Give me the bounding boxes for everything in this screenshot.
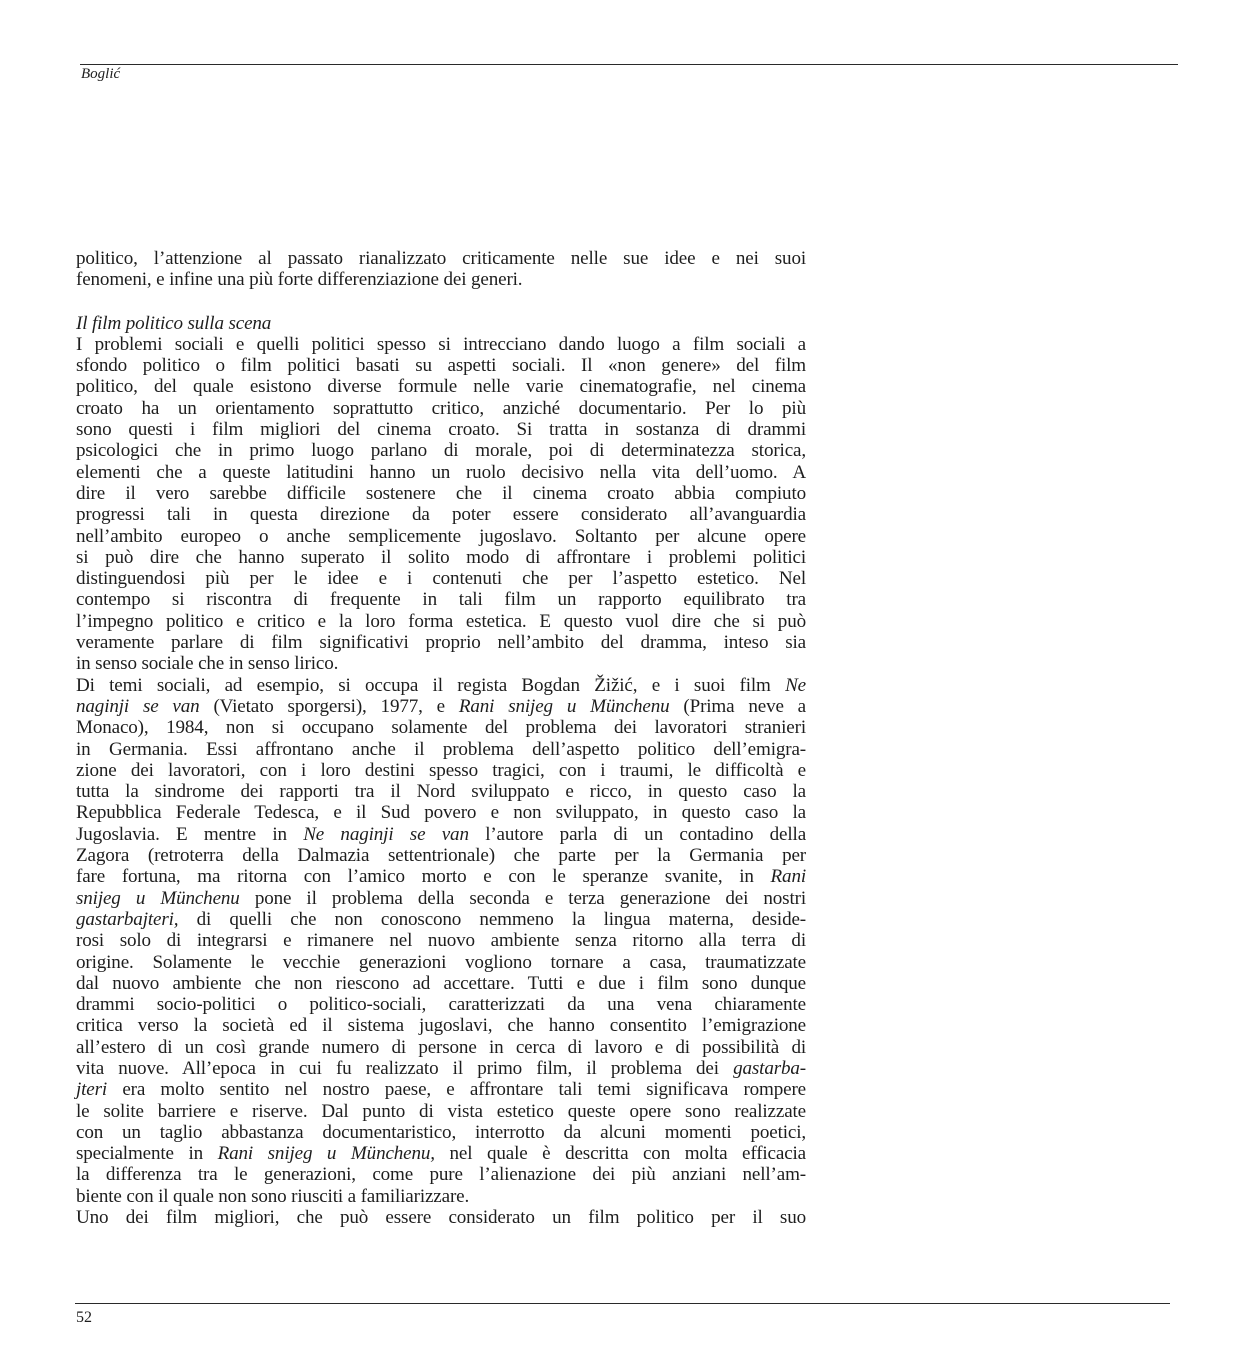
film-title: snijeg u Münchenu	[76, 887, 240, 909]
film-title: Ne naginji se van	[303, 823, 469, 845]
header-rule	[80, 64, 1178, 65]
text-line: politico, del quale esistono diverse formule nelle varie cinematografie, nel cinema	[76, 376, 806, 398]
running-head: Boglić	[81, 66, 121, 82]
term: gastarba-	[733, 1057, 807, 1079]
text-line: in Germania. Essi affrontano anche il problema dell’aspetto politico dell’emigra-	[76, 738, 806, 760]
text-line: fenomeni, e infine una più forte differenziazione dei generi.	[76, 269, 523, 291]
text-line	[76, 1058, 806, 1079]
text-line: la differenza tra le generazioni, come pure l’alienazione dei più anziani nell’am-	[76, 1164, 806, 1186]
text-line: critica verso la società ed il sistema jugoslavi, che hanno consentito l’emigrazione	[76, 1015, 806, 1037]
text-run: (Prima neve a	[683, 695, 806, 717]
text-line	[76, 675, 806, 696]
film-title: Ne	[785, 674, 806, 696]
text-line: elementi che a queste latitudini hanno un ruolo decisivo nella vita dell’uomo. A	[76, 461, 806, 483]
text-run: (Vietato sporgersi), 1977, e	[213, 695, 445, 717]
text-line: sono questi i film migliori del cinema croato. Si tratta in sostanza di drammi	[76, 419, 806, 441]
text-run: fare fortuna, ma ritorna con l’amico morto e con le speranze svanite, in	[76, 866, 754, 888]
text-line: Repubblica Federale Tedesca, e il Sud povero e non sviluppato, in questo caso la	[76, 802, 806, 824]
text-line: politico, l’attenzione al passato rianalizzato criticamente nelle sue idee e nei suoi	[76, 248, 806, 269]
film-title: naginji se van	[76, 695, 200, 717]
section-heading: Il film politico sulla scena	[76, 312, 272, 334]
text-line	[76, 696, 806, 717]
text-run: pone il problema della seconda e terza generazione dei nostri	[254, 887, 806, 909]
text-run: di quelli che non conoscono nemmeno la lingua materna, deside-	[196, 908, 807, 930]
text-line: le solite barriere e riserve. Dal punto di vista estetico queste opere sono realizzate	[76, 1100, 806, 1122]
text-line: psicologici che in primo luogo parlano di morale, poi di determinatezza storica,	[76, 440, 806, 462]
film-title: Rani snijeg u Münchenu,	[217, 1143, 435, 1165]
text-run: Di temi sociali, ad esempio, si occupa il regista Bogdan Žižić, e i suoi film	[76, 674, 771, 696]
text-line: zione dei lavoratori, con i loro destini spesso tragici, con i traumi, le difficoltà e	[76, 759, 806, 781]
text-line: biente con il quale non sono riusciti a familiarizzare.	[76, 1185, 470, 1207]
text-line: Zagora (retroterra della Dalmazia settentrionale) che parte per la Germania per	[76, 845, 806, 867]
text-line: origine. Solamente le vecchie generazioni vogliono tornare a casa, traumatizzate	[76, 951, 806, 973]
text-line: sfondo politico o film politici basati su aspetti sociali. Il «non genere» del film	[76, 355, 806, 377]
text-line: dal nuovo ambiente che non riescono ad accettare. Tutti e due i film sono dunque	[76, 972, 806, 994]
text-line: l’impegno politico e critico e la loro forma estetica. E questo vuol dire che si può	[76, 610, 806, 632]
text-line: I problemi sociali e quelli politici spesso si intrecciano dando luogo a film sociali a	[76, 333, 806, 355]
text-line: progressi tali in questa direzione da poter essere considerato all’avanguardia	[76, 504, 806, 526]
footer-rule	[75, 1303, 1170, 1304]
text-line: Uno dei film migliori, che può essere considerato un film politico per il suo	[76, 1207, 806, 1229]
text-line: con un taglio abbastanza documentaristico, interrotto da alcuni momenti poetici,	[76, 1121, 806, 1143]
term: jteri	[76, 1079, 108, 1101]
text-line: all’estero di un così grande numero di persone in cerca di lavoro e di possibilità di	[76, 1036, 806, 1058]
text-line: drammi socio-politici o politico-sociali, caratterizzati da una vena chiaramente	[76, 994, 806, 1016]
text-line: Monaco), 1984, non si occupano solamente del problema dei lavoratori stranieri	[76, 717, 806, 739]
text-line: distinguendosi più per le idee e i contenuti che per l’aspetto estetico. Nel	[76, 568, 806, 590]
film-title: Rani	[770, 866, 806, 888]
text-run: Jugoslavia. E mentre in	[76, 823, 287, 845]
text-line: in senso sociale che in senso lirico.	[76, 653, 339, 675]
body-text	[76, 248, 806, 1228]
text-line: nell’ambito europeo o anche semplicemente jugoslavo. Soltanto per alcune opere	[76, 525, 806, 547]
paragraph-gap	[76, 291, 806, 313]
page-number: 52	[76, 1309, 92, 1326]
text-line	[76, 866, 806, 887]
text-run: nel quale è descritta con molta efficacia	[449, 1143, 807, 1165]
text-line	[76, 909, 806, 930]
text-line: croato ha un orientamento soprattutto critico, anziché documentario. Per lo più	[76, 397, 806, 419]
text-line: dire il vero sarebbe difficile sostenere che il cinema croato abbia compiuto	[76, 482, 806, 504]
text-line: si può dire che hanno superato il solito modo di affrontare i problemi politici	[76, 546, 806, 568]
text-run: l’autore parla di un contadino della	[485, 823, 807, 845]
text-line: tutta la sindrome dei rapporti tra il Nord sviluppato e ricco, in questo caso la	[76, 781, 806, 803]
text-run: vita nuove. All’epoca in cui fu realizzato il primo film, il problema dei	[76, 1057, 719, 1079]
text-line	[76, 888, 806, 909]
term: gastarbajteri,	[76, 908, 179, 930]
text-line: contempo si riscontra di frequente in tali film un rapporto equilibrato tra	[76, 589, 806, 611]
text-run: era molto sentito nel nostro paese, e affrontare tali temi significava rompere	[122, 1079, 807, 1101]
text-line	[76, 1079, 806, 1100]
text-line: veramente parlare di film significativi proprio nell’ambito del dramma, inteso sia	[76, 632, 806, 654]
film-title: Rani snijeg u Münchenu	[458, 695, 670, 717]
text-line: rosi solo di integrarsi e rimanere nel nuovo ambiente senza ritorno alla terra di	[76, 930, 806, 952]
text-line	[76, 824, 806, 845]
text-line	[76, 1143, 806, 1164]
text-run: specialmente in	[76, 1143, 203, 1165]
